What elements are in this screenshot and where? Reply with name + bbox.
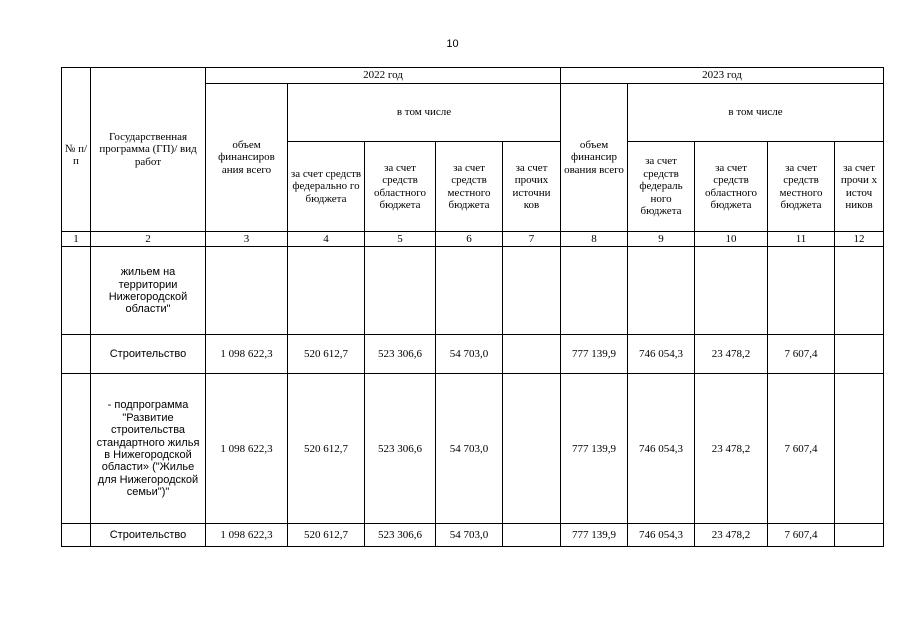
cell-value: 1 098 622,3 [206,524,288,547]
header-other-2023: за счет прочи х источ ников [835,142,884,232]
col-number: 6 [436,232,503,247]
header-total-2023: объем финансир ования всего [561,84,628,232]
header-col-no: № п/п [62,68,91,232]
cell-value: 746 054,3 [628,524,695,547]
cell-value [695,247,768,335]
header-total-2022: объем финансиров ания всего [206,84,288,232]
row-name: жильем на территории Нижегородской области" [91,247,206,335]
row-number [62,524,91,547]
table-row [62,524,884,547]
row-number [62,247,91,335]
cell-value: 520 612,7 [288,524,365,547]
row-number [62,374,91,524]
header-local-2023: за счет средств местного бюджета [768,142,835,232]
cell-value [436,247,503,335]
cell-value: 7 607,4 [768,374,835,524]
cell-value: 7 607,4 [768,524,835,547]
cell-value [206,247,288,335]
cell-value: 746 054,3 [628,374,695,524]
row-name: - подпрограмма "Развитие строительства стандартного жилья в Нижегородской области» ("Жилье для Нижегородской семьи")" [91,374,206,524]
cell-value [835,524,884,547]
cell-value: 1 098 622,3 [206,335,288,374]
col-number: 4 [288,232,365,247]
cell-value: 746 054,3 [628,335,695,374]
col-number: 10 [695,232,768,247]
header-year-2023: 2023 год [561,68,884,84]
cell-value [503,247,561,335]
cell-value: 54 703,0 [436,524,503,547]
cell-value: 777 139,9 [561,374,628,524]
header-including-2023: в том числе [628,84,884,142]
col-number: 2 [91,232,206,247]
header-other-2022: за счет прочих источни ков [503,142,561,232]
table-row [62,247,884,335]
header-federal-2022: за счет средств федерально го бюджета [288,142,365,232]
col-number: 7 [503,232,561,247]
cell-value [365,247,436,335]
cell-value: 520 612,7 [288,374,365,524]
cell-value: 523 306,6 [365,374,436,524]
cell-value: 523 306,6 [365,524,436,547]
cell-value: 23 478,2 [695,524,768,547]
cell-value: 523 306,6 [365,335,436,374]
cell-value [503,374,561,524]
cell-value: 54 703,0 [436,335,503,374]
cell-value [835,374,884,524]
cell-value [835,335,884,374]
cell-value: 777 139,9 [561,524,628,547]
header-col-program: Государственная программа (ГП)/ вид работ [91,68,206,232]
header-local-2022: за счет средств местного бюджета [436,142,503,232]
header-regional-2023: за счет средств областного бюджета [695,142,768,232]
col-number: 3 [206,232,288,247]
col-number: 8 [561,232,628,247]
header-including-2022: в том числе [288,84,561,142]
page-number: 10 [446,38,459,50]
cell-value [561,247,628,335]
cell-value: 777 139,9 [561,335,628,374]
row-number [62,335,91,374]
row-name: Строительство [91,335,206,374]
row-name: Строительство [91,524,206,547]
col-number: 12 [835,232,884,247]
cell-value: 23 478,2 [695,374,768,524]
cell-value: 54 703,0 [436,374,503,524]
cell-value [768,247,835,335]
cell-value [503,335,561,374]
table-row [62,374,884,524]
col-number: 5 [365,232,436,247]
col-number: 11 [768,232,835,247]
header-year-2022: 2022 год [206,68,561,84]
cell-value [835,247,884,335]
cell-value: 23 478,2 [695,335,768,374]
cell-value [628,247,695,335]
cell-value: 520 612,7 [288,335,365,374]
header-regional-2022: за счет средств областного бюджета [365,142,436,232]
cell-value [288,247,365,335]
cell-value [503,524,561,547]
table-row [62,335,884,374]
cell-value: 7 607,4 [768,335,835,374]
header-federal-2023: за счет средств федераль ного бюджета [628,142,695,232]
cell-value: 1 098 622,3 [206,374,288,524]
col-number: 1 [62,232,91,247]
budget-table [61,67,884,547]
col-number: 9 [628,232,695,247]
